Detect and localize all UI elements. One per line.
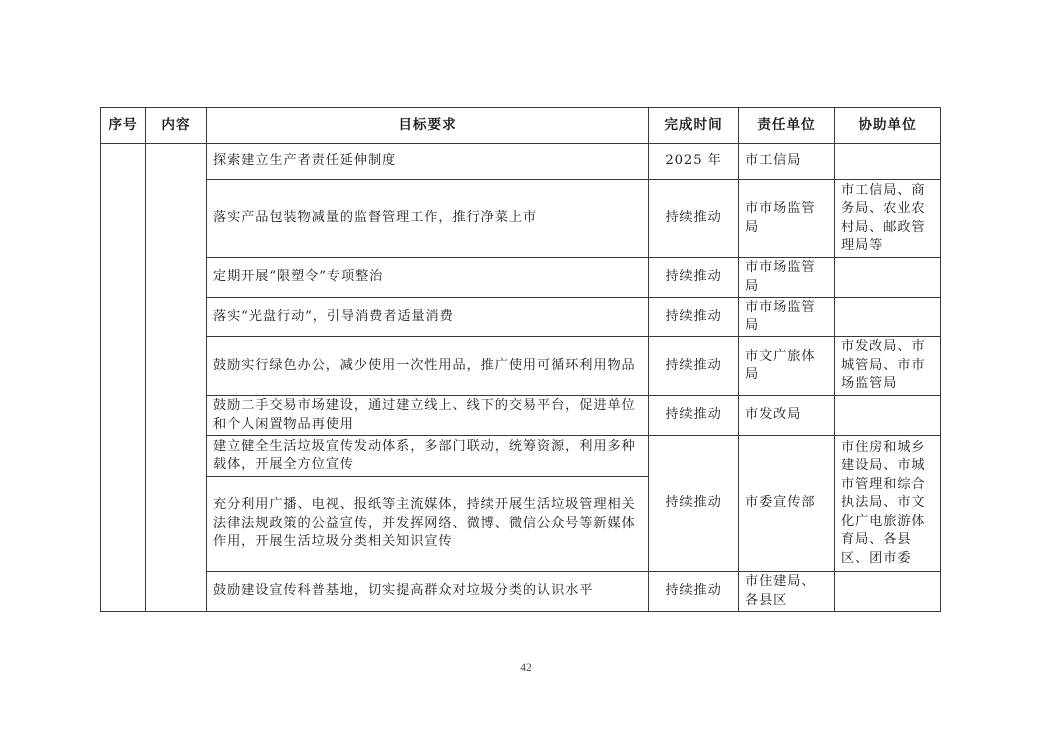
assisting-cell: 市发改局、市城管局、市市场监管局 [835, 337, 941, 396]
assisting-cell: 市工信局、商务局、农业农村局、邮政管理局等 [835, 180, 941, 258]
responsible-cell: 市工信局 [739, 144, 835, 180]
assisting-cell-merged: 市住房和城乡建设局、市城市管理和综合执法局、市文化广电旅游体育局、各县区、团市委 [835, 436, 941, 572]
header-responsible: 责任单位 [739, 108, 835, 144]
table-row [101, 396, 941, 436]
table-row [101, 337, 941, 396]
responsible-cell: 市市场监管局 [739, 298, 835, 337]
header-index: 序号 [101, 108, 146, 144]
header-content: 内容 [146, 108, 207, 144]
responsible-cell: 市住建局、各县区 [739, 572, 835, 612]
index-cell [101, 144, 146, 612]
header-target: 目标要求 [207, 108, 649, 144]
target-cell: 充分利用广播、电视、报纸等主流媒体，持续开展生活垃圾管理相关法律法规政策的公益宣传，并发挥网络、微博、微信公众号等新媒体作用，开展生活垃圾分类相关知识宣传 [207, 477, 649, 572]
responsible-cell: 市发改局 [739, 396, 835, 436]
table-header-row [101, 108, 941, 144]
deadline-cell-merged: 持续推动 [649, 436, 739, 572]
deadline-cell: 持续推动 [649, 180, 739, 258]
page-number: 42 [520, 662, 532, 674]
table-row [101, 180, 941, 258]
target-cell: 落实“光盘行动”，引导消费者适量消费 [207, 298, 649, 337]
deadline-cell: 持续推动 [649, 298, 739, 337]
responsible-cell: 市文广旅体局 [739, 337, 835, 396]
table-row [101, 572, 941, 612]
table-row [101, 298, 941, 337]
responsible-cell: 市市场监管局 [739, 180, 835, 258]
deadline-cell: 持续推动 [649, 337, 739, 396]
responsible-cell-merged: 市委宣传部 [739, 436, 835, 572]
assisting-cell [835, 572, 941, 612]
target-cell: 探索建立生产者责任延伸制度 [207, 144, 649, 180]
header-deadline: 完成时间 [649, 108, 739, 144]
target-cell: 落实产品包装物减量的监督管理工作，推行净菜上市 [207, 180, 649, 258]
target-cell: 鼓励二手交易市场建设，通过建立线上、线下的交易平台，促进单位和个人闲置物品再使用 [207, 396, 649, 436]
header-assisting: 协助单位 [835, 108, 941, 144]
deadline-cell: 持续推动 [649, 396, 739, 436]
table-row [101, 258, 941, 298]
target-cell: 鼓励建设宣传科普基地，切实提高群众对垃圾分类的认识水平 [207, 572, 649, 612]
target-cell: 定期开展“限塑令”专项整治 [207, 258, 649, 298]
deadline-cell: 持续推动 [649, 572, 739, 612]
responsible-cell: 市市场监管局 [739, 258, 835, 298]
task-table [100, 107, 941, 612]
assisting-cell [835, 144, 941, 180]
target-cell: 鼓励实行绿色办公，减少使用一次性用品，推广使用可循环利用物品 [207, 337, 649, 396]
table-row [101, 144, 941, 180]
deadline-cell: 2025 年 [649, 144, 739, 180]
deadline-cell: 持续推动 [649, 258, 739, 298]
assisting-cell [835, 396, 941, 436]
target-cell: 建立健全生活垃圾宣传发动体系，多部门联动，统筹资源，利用多种载体，开展全方位宣传 [207, 436, 649, 477]
table-row [101, 436, 941, 477]
content-cell [146, 144, 207, 612]
assisting-cell [835, 258, 941, 298]
assisting-cell [835, 298, 941, 337]
